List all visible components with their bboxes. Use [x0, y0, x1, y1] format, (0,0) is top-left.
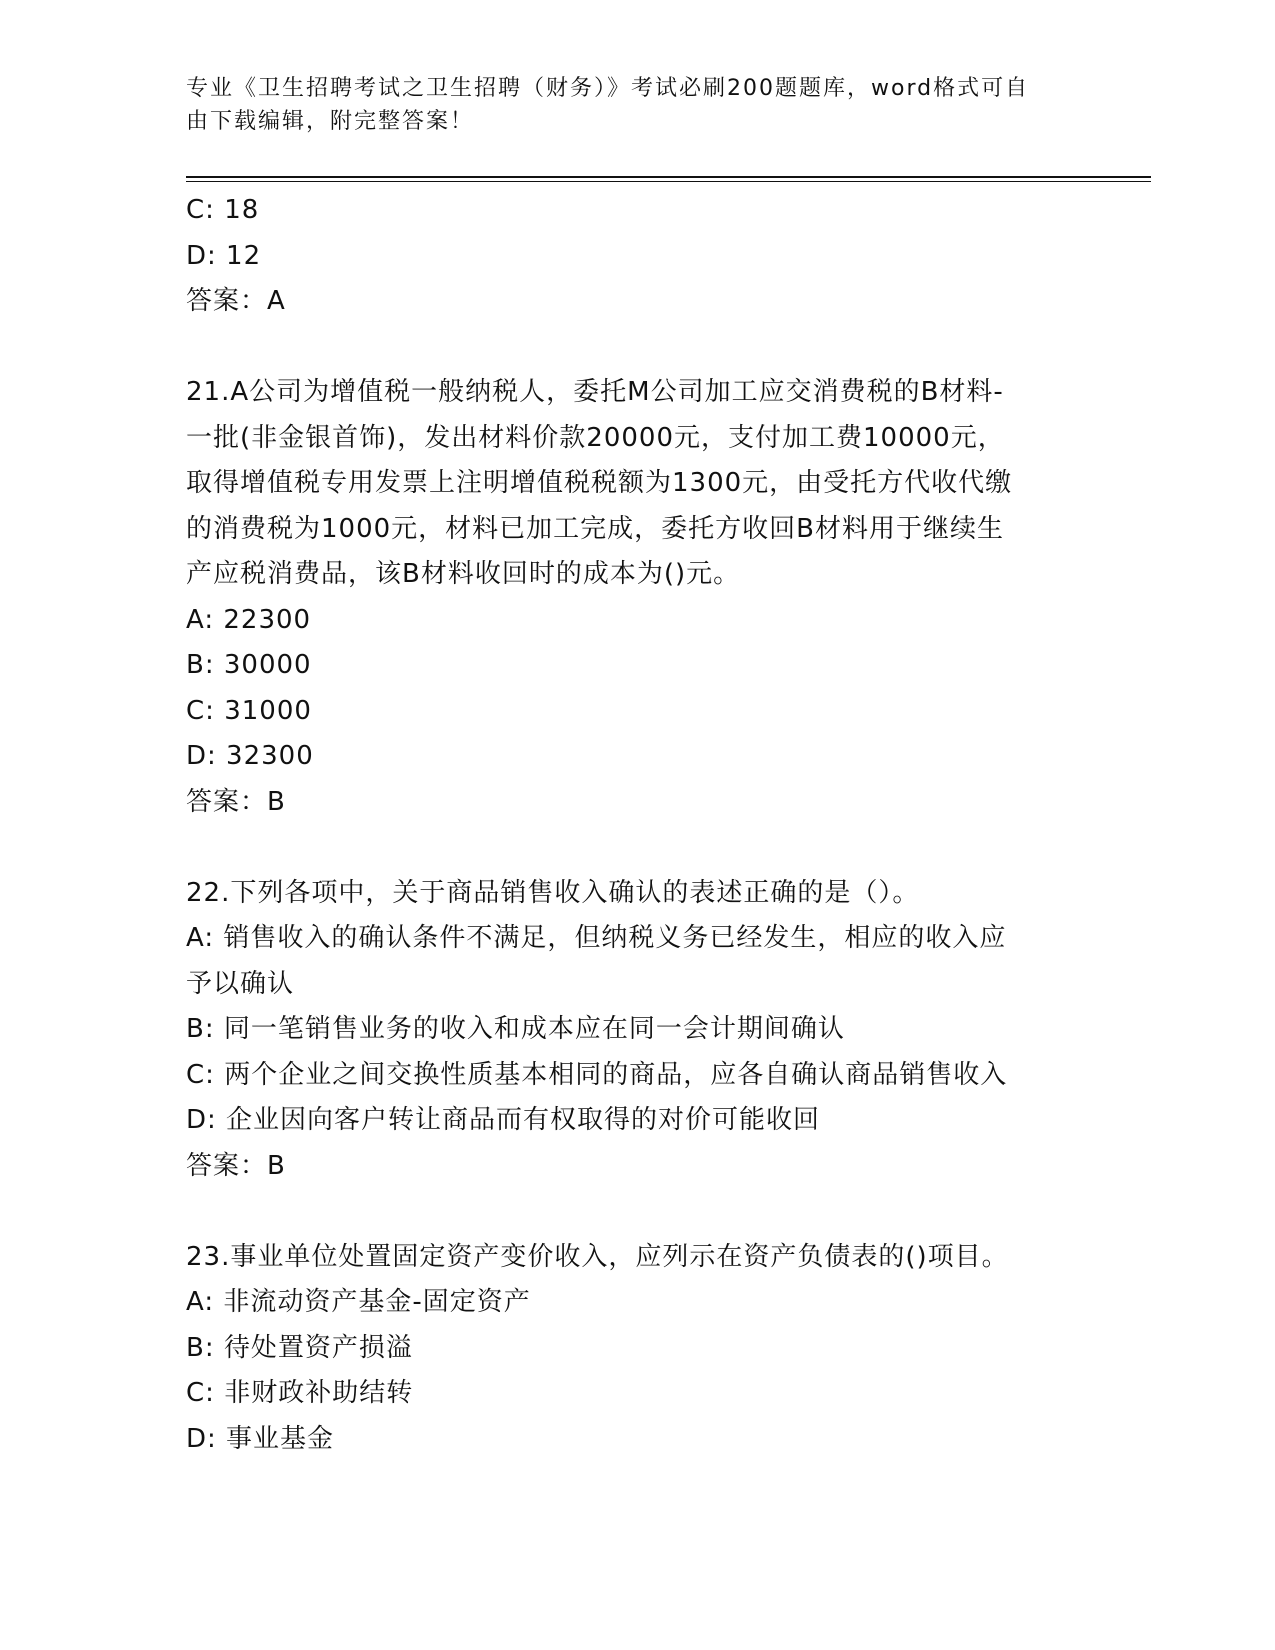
option-label: A:: [186, 1287, 215, 1317]
option-c: [186, 689, 1086, 735]
option-text: 32300: [226, 741, 314, 771]
answer-value: B: [267, 1150, 286, 1181]
question-list: [186, 188, 1086, 1462]
document-header: [186, 72, 1066, 138]
option-text: 销售收入的确认条件不满足，但纳税义务已经发生，相应的收入应: [223, 923, 1007, 953]
option-label: C:: [186, 1378, 215, 1408]
option-label: B:: [186, 650, 215, 680]
option-label: C:: [186, 695, 215, 726]
option-label: D:: [186, 741, 217, 771]
answer-value: A: [267, 286, 286, 316]
option-text: 31000: [224, 695, 312, 726]
option-text: 待处置资产损溢: [223, 1332, 413, 1363]
answer-line: [186, 780, 1086, 826]
option-text: 30000: [223, 650, 312, 680]
option-a: [186, 916, 1086, 962]
question-block-22: [186, 871, 1086, 1190]
option-b: [186, 1326, 1086, 1372]
option-label: A:: [186, 604, 215, 635]
option-c: [186, 1371, 1086, 1417]
option-label: B:: [186, 1014, 215, 1044]
answer-value: B: [267, 786, 286, 817]
option-label: A:: [186, 923, 215, 953]
question-block-21: [186, 370, 1086, 825]
question-block-prev: [186, 188, 1086, 325]
answer-label: 答案：: [186, 286, 268, 316]
option-text: 非财政补助结转: [224, 1378, 414, 1408]
option-text: 事业基金: [226, 1423, 335, 1454]
header-divider-thin: [186, 181, 1151, 182]
question-text-line: 23.事业单位处置固定资产变价收入，应列示在资产负债表的()项目。: [186, 1241, 1009, 1272]
option-b: [186, 643, 1086, 689]
option-d: [186, 734, 1086, 780]
option-c: [186, 1053, 1086, 1099]
option-label: C:: [186, 195, 215, 225]
header-line: 由下载编辑，附完整答案！: [186, 109, 475, 134]
answer-line: [186, 279, 1086, 325]
option-text: 22300: [223, 604, 312, 635]
question-text-line: 一批(非金银首饰)，发出材料价款20000元，支付加工费10000元，: [186, 422, 1005, 453]
question-text-line: 取得增值税专用发票上注明增值税税额为1300元，由受托方代收代缴: [186, 468, 1013, 498]
header-line: 专业《卫生招聘考试之卫生招聘（财务）》考试必刷200题题库，word格式可自: [186, 76, 1030, 101]
option-text: 企业因向客户转让商品而有权取得的对价可能收回: [226, 1105, 821, 1135]
question-text-line: 21.A公司为增值税一般纳税人，委托M公司加工应交消费税的B材料-: [186, 377, 1004, 407]
option-text: 12: [226, 240, 262, 271]
option-text: 18: [224, 195, 260, 225]
answer-label: 答案：: [186, 1150, 268, 1181]
question-text-line: 产应税消费品，该B材料收回时的成本为()元。: [186, 559, 741, 589]
option-b: [186, 1007, 1086, 1053]
option-d: [186, 1098, 1086, 1144]
option-a: [186, 1280, 1086, 1326]
option-d: [186, 1417, 1086, 1463]
question-block-23: [186, 1235, 1086, 1463]
option-label: C:: [186, 1059, 215, 1090]
option-c: [186, 188, 1086, 234]
option-a: [186, 598, 1086, 644]
answer-line: [186, 1144, 1086, 1190]
option-label: D:: [186, 240, 217, 271]
question-text-line: 22.下列各项中，关于商品销售收入确认的表述正确的是（）。: [186, 877, 920, 908]
option-text: 两个企业之间交换性质基本相同的商品，应各自确认商品销售收入: [224, 1059, 1008, 1090]
answer-label: 答案：: [186, 786, 268, 817]
option-label: D:: [186, 1105, 217, 1135]
option-a-continuation: 予以确认: [186, 968, 295, 999]
header-divider: [186, 176, 1151, 178]
question-text-line: 的消费税为1000元，材料已加工完成，委托方收回B材料用于继续生: [186, 513, 1005, 544]
option-text: 同一笔销售业务的收入和成本应在同一会计期间确认: [223, 1014, 845, 1044]
option-label: B:: [186, 1332, 215, 1363]
option-label: D:: [186, 1423, 217, 1454]
option-d: [186, 234, 1086, 280]
option-text: 非流动资产基金-固定资产: [223, 1287, 531, 1317]
